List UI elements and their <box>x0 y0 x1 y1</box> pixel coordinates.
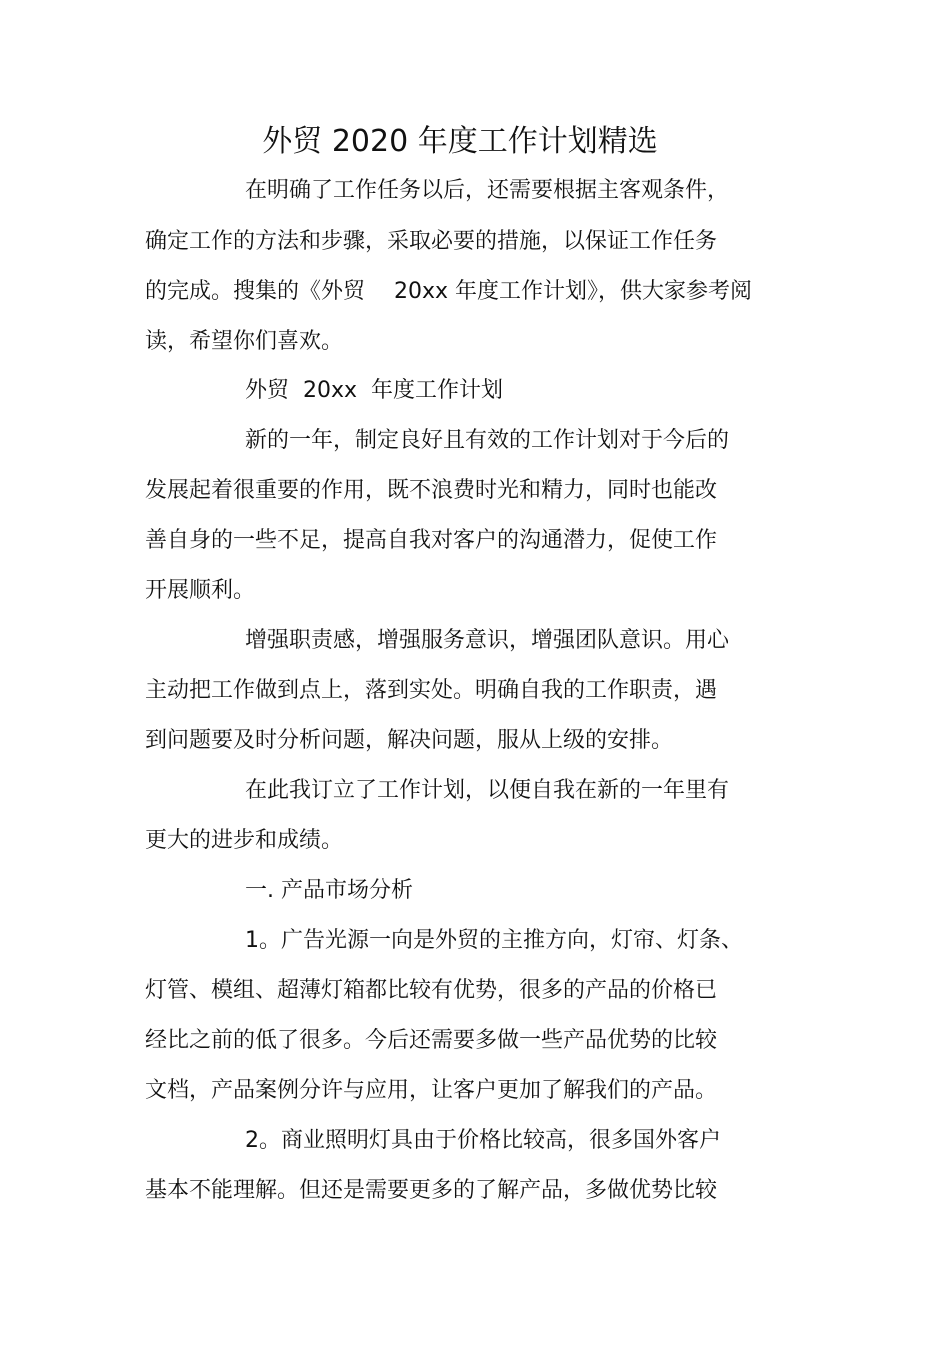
paragraph-line: 读，希望你们喜欢。 <box>145 329 344 354</box>
paragraph-line: 更大的进步和成绩。 <box>145 828 344 853</box>
paragraph-line: 的完成。搜集的《外贸 20xx 年度工作计划》，供大家参考阅 <box>145 279 753 304</box>
document-title: 外贸 2020 年度工作计划精选 <box>262 124 658 159</box>
paragraph-line: 善自身的一些不足，提高自我对客户的沟通潜力，促使工作 <box>145 528 718 553</box>
paragraph-line: 在此我订立了工作计划，以便自我在新的一年里有 <box>245 778 730 803</box>
paragraph-line: 开展顺利。 <box>145 578 256 603</box>
paragraph-line: 在明确了工作任务以后，还需要根据主客观条件， <box>245 178 730 203</box>
paragraph-line: 增强职责感，增强服务意识，增强团队意识。用心 <box>245 628 730 653</box>
paragraph-line: 2。商业照明灯具由于价格比较高，很多国外客户 <box>245 1128 721 1153</box>
paragraph-line: 到问题要及时分析问题，解决问题，服从上级的安排。 <box>145 728 674 753</box>
paragraph-line: 发展起着很重要的作用，既不浪费时光和精力，同时也能改 <box>145 478 718 503</box>
paragraph-line: 确定工作的方法和步骤，采取必要的措施，以保证工作任务 <box>145 229 718 254</box>
section-heading: 外贸 20xx 年度工作计划 <box>245 378 504 403</box>
paragraph-line: 文档，产品案例分许与应用，让客户更加了解我们的产品。 <box>145 1078 718 1103</box>
paragraph-line: 新的一年，制定良好且有效的工作计划对于今后的 <box>245 428 730 453</box>
paragraph-line: 1。广告光源一向是外贸的主推方向，灯帘、灯条、 <box>245 928 743 953</box>
paragraph-line: 经比之前的低了很多。今后还需要多做一些产品优势的比较 <box>145 1028 718 1053</box>
paragraph-line: 主动把工作做到点上，落到实处。明确自我的工作职责，遇 <box>145 678 718 703</box>
section-heading: 一. 产品市场分析 <box>245 878 413 903</box>
paragraph-line: 灯管、模组、超薄灯箱都比较有优势，很多的产品的价格已 <box>145 978 718 1003</box>
paragraph-line: 基本不能理解。但还是需要更多的了解产品，多做优势比较 <box>145 1178 718 1203</box>
